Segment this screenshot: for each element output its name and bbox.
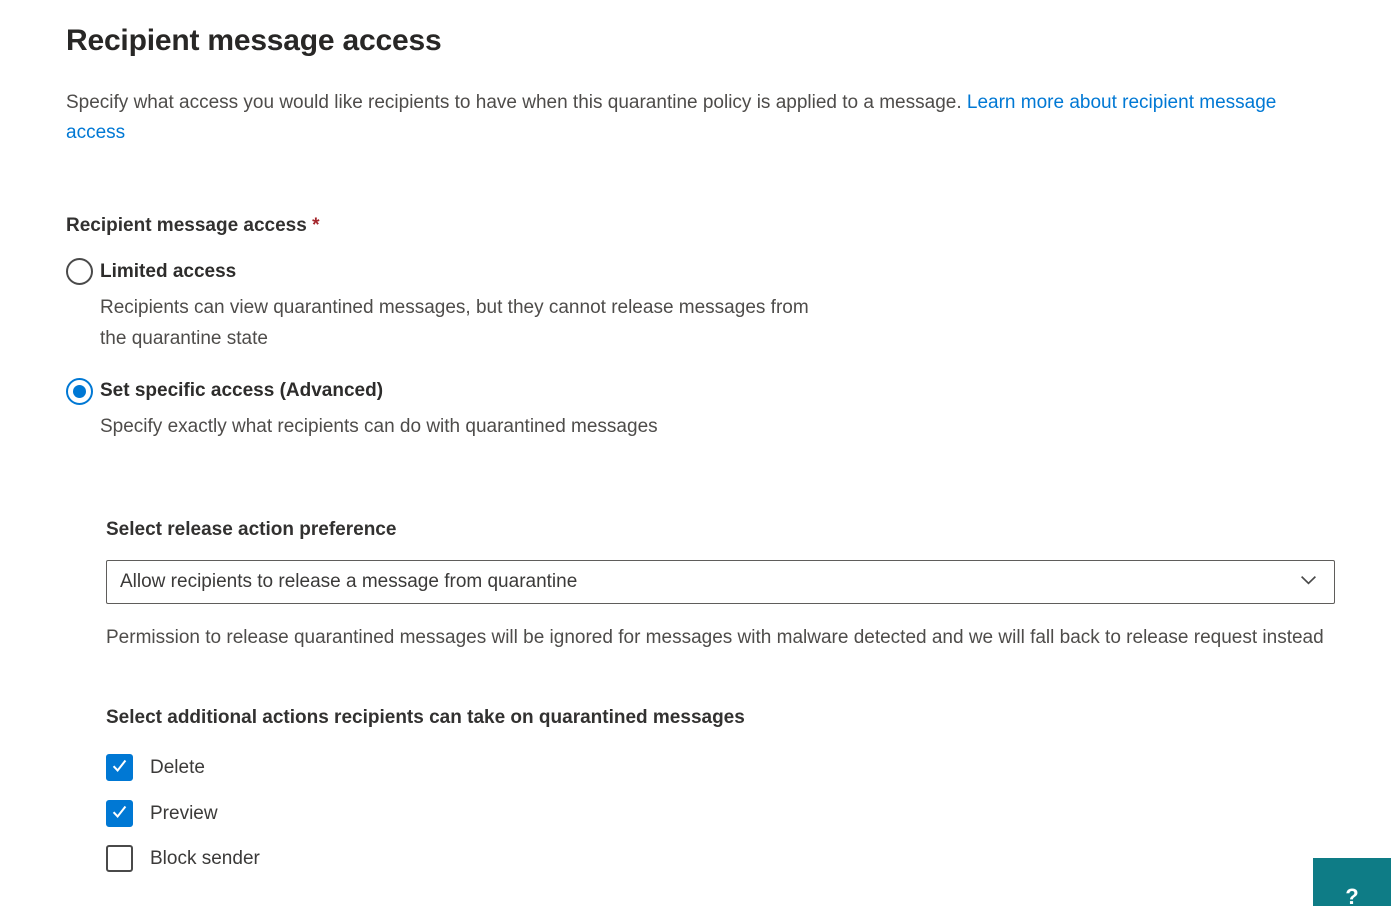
checkbox-block-sender-box[interactable] [106, 845, 133, 872]
chevron-down-icon [1299, 570, 1318, 594]
checkbox-delete[interactable] [106, 754, 205, 781]
radio-limited-access-label[interactable]: Limited access [100, 261, 237, 282]
release-preference-selected-value: Allow recipients to release a message from quarantine [120, 571, 578, 592]
additional-actions-label: Select additional actions recipients can take on quarantined messages [106, 707, 745, 728]
checkmark-icon [110, 802, 129, 826]
checkbox-preview-box[interactable] [106, 800, 133, 827]
radio-selected-dot [73, 385, 86, 398]
radio-set-specific-access-description: Specify exactly what recipients can do with quarantined messages [100, 416, 658, 437]
radio-set-specific-access-label[interactable]: Set specific access (Advanced) [100, 380, 384, 401]
page-title: Recipient message access [66, 24, 442, 57]
help-button[interactable] [1313, 858, 1391, 909]
page-description-text: Specify what access you would like recipients to have when this quarantine policy is applied to a message. [66, 92, 962, 113]
radio-limited-access-description: Recipients can view quarantined messages, but they cannot release messages from the quarantine state [100, 297, 809, 349]
access-field-label [66, 215, 320, 237]
release-preference-dropdown[interactable] [106, 560, 1335, 604]
checkbox-block-sender[interactable] [106, 845, 260, 872]
required-asterisk: * [312, 215, 320, 236]
release-preference-note: Permission to release quarantined messages will be ignored for messages with malware detected and we will fall back to release request instead [106, 627, 1324, 648]
checkbox-delete-box[interactable] [106, 754, 133, 781]
access-field-label-text: Recipient message access [66, 215, 307, 236]
checkbox-delete-label: Delete [150, 756, 205, 778]
checkbox-block-sender-label: Block sender [150, 847, 260, 869]
checkbox-preview[interactable] [106, 800, 218, 827]
checkmark-icon [110, 756, 129, 780]
radio-limited-access[interactable] [66, 258, 93, 285]
page-description [66, 88, 1338, 148]
question-mark-icon: ? [1345, 884, 1359, 909]
learn-more-link[interactable]: Learn more about recipient message access [66, 92, 1277, 143]
radio-set-specific-access[interactable] [66, 378, 93, 405]
release-preference-label: Select release action preference [106, 519, 397, 540]
checkbox-preview-label: Preview [150, 802, 218, 824]
